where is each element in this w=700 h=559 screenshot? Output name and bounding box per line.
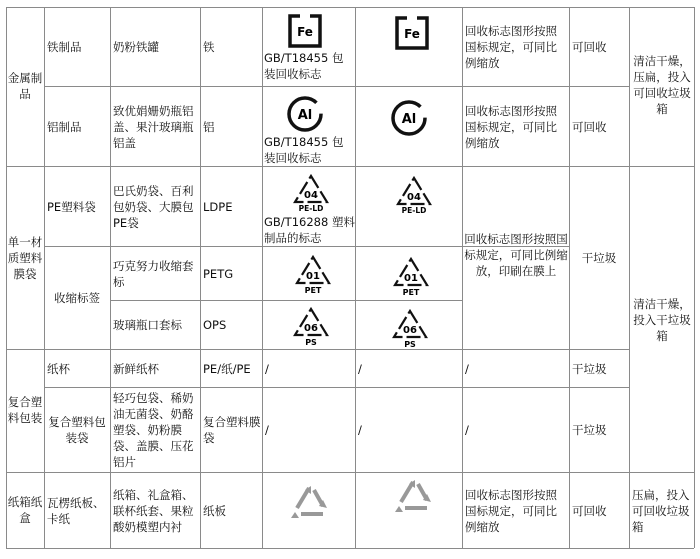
iron-standard: GB/T18455 包装回收标志 [264, 51, 344, 81]
material-paper-box: 纸板 [203, 503, 226, 518]
svg-text:06: 06 [403, 325, 417, 336]
symbol-paper-cup: / [265, 361, 269, 376]
svg-text:04: 04 [407, 192, 421, 203]
recycle-icon [391, 478, 435, 522]
svg-text:06: 06 [304, 323, 318, 334]
svg-text:Fe: Fe [297, 25, 313, 39]
ps-recycle-icon [290, 305, 332, 351]
al-recycle-icon [285, 94, 325, 138]
class-paper-box: 可回收 [572, 503, 607, 518]
example-paper-cup: 新鲜纸杯 [113, 361, 159, 376]
note-paper-cup: / [465, 361, 469, 376]
svg-text:01: 01 [404, 273, 418, 284]
symbol-composite-bag-alt: / [358, 423, 362, 437]
type-paper-cup: 纸杯 [47, 361, 70, 376]
disposal-plastic: 清洁干燥，投入干垃圾箱 [633, 297, 691, 343]
example-aluminum: 致优娟姗奶瓶铝盖、果汁玻璃瓶铝盖 [113, 103, 194, 150]
example-iron: 奶粉铁罐 [113, 40, 159, 54]
svg-text:Fe: Fe [404, 27, 420, 41]
type-composite-bag: 复合塑料包装袋 [48, 415, 106, 445]
ldpe-recycle-icon [290, 172, 332, 216]
svg-text:PET: PET [402, 288, 420, 297]
svg-text:PET: PET [304, 286, 322, 295]
fe-recycle-icon [288, 14, 322, 52]
type-pe-bag: PE塑料袋 [47, 199, 96, 214]
class-iron: 可回收 [572, 40, 607, 54]
class-paper-cup: 干垃圾 [572, 361, 607, 376]
note-metal-aluminum: 回收标志图形按照国标规定，可同比例缩放 [465, 103, 557, 150]
ps-recycle-icon [389, 307, 431, 353]
material-paper-cup: PE/纸/PE [203, 361, 251, 376]
note-composite-bag: / [465, 423, 469, 437]
group-single-film: 单一材质塑料膜袋 [7, 235, 43, 281]
material-composite-bag: 复合塑料膜袋 [203, 415, 261, 445]
svg-text:Al: Al [401, 112, 417, 127]
svg-text:PE-LD: PE-LD [298, 204, 324, 212]
aluminum-standard: GB/T18455 包装回收标志 [264, 135, 344, 165]
svg-text:PS: PS [305, 338, 317, 347]
note-paper-box: 回收标志图形按照国标规定，可同比例缩放 [465, 487, 557, 534]
group-paper: 纸箱纸盒 [7, 495, 43, 525]
material-ops: OPS [203, 318, 227, 332]
fe-recycle-icon [395, 16, 429, 54]
disposal-paper-box: 压扁，投入可回收垃圾箱 [632, 487, 690, 534]
material-aluminum: 铝 [203, 119, 215, 134]
svg-text:04: 04 [304, 190, 318, 201]
class-aluminum: 可回收 [572, 119, 607, 134]
symbol-composite-bag: / [265, 423, 269, 437]
example-composite-bag: 轻巧包袋、稀奶油无菌袋、奶酪塑袋、奶粉膜袋、盖膜、压花铝片 [113, 391, 194, 469]
type-paper-box: 瓦楞纸板、卡纸 [47, 495, 105, 526]
symbol-paper-cup-alt: / [358, 361, 362, 376]
al-recycle-icon [389, 98, 429, 142]
pet-recycle-icon [292, 253, 334, 299]
svg-text:01: 01 [306, 271, 320, 282]
type-shrink-label: 收缩标签 [54, 291, 100, 305]
note-metal-iron: 回收标志图形按照国标规定，可同比例缩放 [465, 24, 557, 70]
material-pe-bag: LDPE [203, 199, 233, 214]
example-pe-bag: 巴氏奶袋、百利包奶袋、大膜包PE袋 [113, 183, 194, 230]
svg-text:PS: PS [404, 340, 416, 349]
group-metal: 金属制品 [7, 71, 43, 101]
svg-text:PE-LD: PE-LD [401, 206, 427, 214]
material-petg: PETG [203, 266, 234, 281]
note-plastic: 回收标志图形按照国标规定，可同比例缩放，印刷在膜上 [464, 232, 568, 278]
example-paper-box: 纸箱、礼盒箱、联杯纸套、果粒酸奶模塑内衬 [113, 487, 194, 534]
ldpe-recycle-icon [393, 174, 435, 218]
class-plastic: 干垃圾 [581, 251, 617, 265]
pet-recycle-icon [390, 255, 432, 301]
disposal-metal: 清洁干燥，压扁，投入可回收垃圾箱 [633, 54, 691, 116]
group-composite: 复合塑料包装 [7, 395, 43, 425]
type-iron: 铁制品 [47, 40, 82, 54]
svg-text:Al: Al [297, 108, 313, 123]
recycle-icon [287, 484, 331, 528]
class-composite-bag: 干垃圾 [572, 423, 607, 437]
material-iron: 铁 [203, 40, 215, 54]
pe-standard: GB/T16288 塑料制品的标志 [264, 215, 355, 245]
example-ops: 玻璃瓶口套标 [113, 318, 182, 332]
type-aluminum: 铝制品 [47, 119, 82, 134]
example-petg: 巧克努力收缩套标 [113, 258, 194, 289]
